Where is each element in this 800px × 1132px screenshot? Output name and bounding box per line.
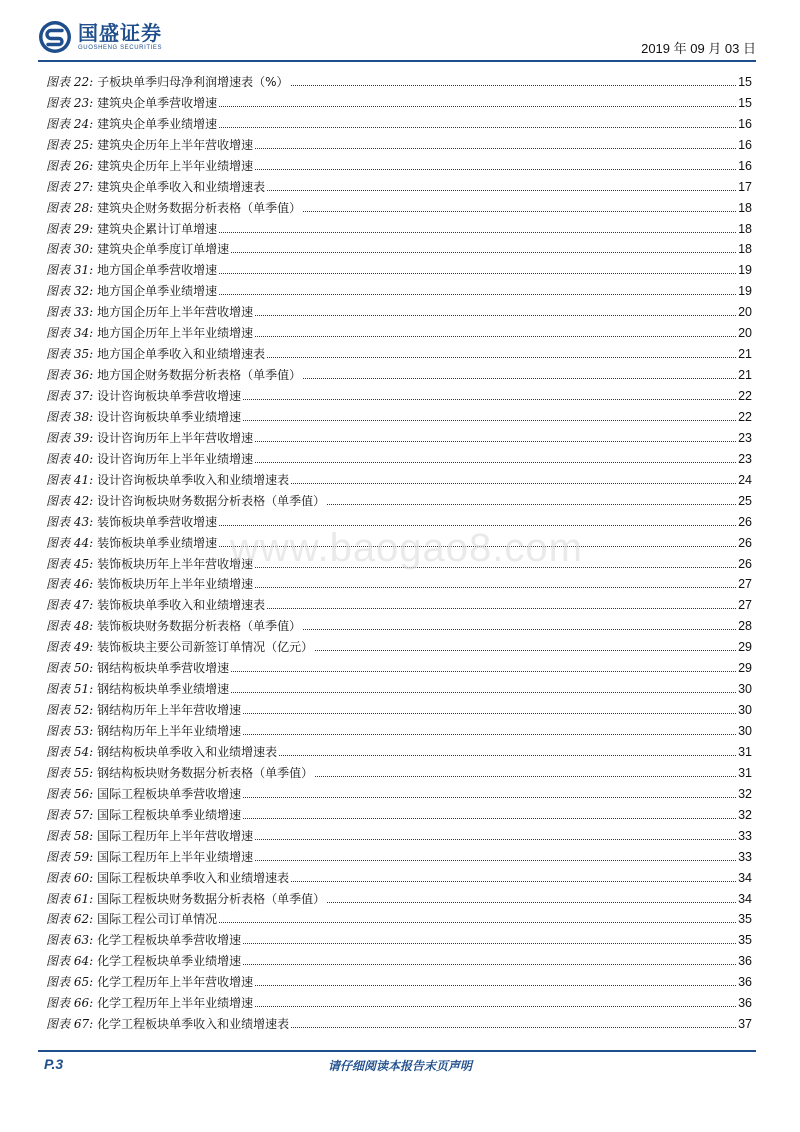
toc-entry-page: 17	[738, 179, 752, 194]
toc-entry-label: 图表 49:	[46, 640, 94, 655]
toc-entry[interactable]	[46, 675, 752, 696]
toc-entry-page: 28	[738, 619, 752, 634]
toc-entry-page: 26	[738, 535, 752, 550]
toc-entry[interactable]	[46, 571, 752, 592]
toc-leader-dots	[255, 462, 736, 463]
brand-name-cn: 国盛证券	[78, 21, 162, 45]
header-divider	[38, 60, 756, 62]
toc-entry-page: 35	[738, 933, 752, 948]
toc-leader-dots	[315, 650, 736, 651]
toc-leader-dots	[219, 127, 736, 128]
toc-entry-page: 23	[738, 451, 752, 466]
toc-entry-page: 18	[738, 200, 752, 215]
toc-entry-label: 图表 30:	[46, 242, 94, 257]
toc-entry-label: 图表 60:	[46, 870, 94, 885]
toc-entry-title: 建筑央企累计订单增速	[97, 221, 218, 236]
toc-entry-label: 图表 55:	[46, 765, 94, 780]
toc-entry-page: 23	[738, 430, 752, 445]
toc-entry-label: 图表 44:	[46, 535, 94, 550]
toc-entry-title: 子板块单季归母净利润增速表（%）	[97, 74, 289, 89]
toc-leader-dots	[219, 232, 736, 233]
watermark: www.baogao8.com	[230, 526, 583, 570]
toc-entry-page: 26	[738, 556, 752, 571]
toc-entry-page: 30	[738, 703, 752, 718]
toc-entry-page: 22	[738, 389, 752, 403]
toc-leader-dots	[219, 294, 736, 295]
toc-entry-label: 图表 26:	[46, 158, 94, 173]
toc-entry-page: 18	[738, 242, 752, 257]
toc-entry-page: 21	[738, 347, 752, 362]
toc-entry-page: 21	[738, 368, 752, 383]
toc-entry-label: 图表 51:	[46, 682, 94, 697]
toc-entry[interactable]	[46, 633, 752, 654]
toc-entry-page: 29	[738, 661, 752, 676]
toc-leader-dots	[243, 399, 736, 400]
toc-entry-title: 装饰板块单季营收增速	[97, 514, 218, 529]
toc-entry-title: 地方国企历年上半年营收增速	[97, 305, 254, 320]
toc-leader-dots	[303, 629, 736, 630]
toc-entry-label: 图表 23:	[46, 95, 94, 110]
toc-entry-label: 图表 24:	[46, 116, 94, 131]
toc-entry-label: 图表 48:	[46, 619, 94, 634]
toc-leader-dots	[291, 483, 736, 484]
toc-entry-title: 设计咨询板块单季收入和业绩增速表	[97, 472, 290, 487]
toc-entry[interactable]	[46, 759, 752, 780]
toc-leader-dots	[279, 755, 736, 756]
toc-entry-page: 33	[738, 828, 752, 843]
toc-entry-title: 设计咨询历年上半年营收增速	[97, 430, 254, 445]
toc-entry-page: 30	[738, 724, 752, 738]
toc-entry-title: 钢结构板块单季营收增速	[97, 661, 230, 676]
toc-leader-dots	[243, 818, 736, 819]
toc-entry-label: 图表 29:	[46, 221, 94, 236]
toc-entry[interactable]	[46, 361, 752, 382]
toc-leader-dots	[303, 378, 736, 379]
toc-entry-label: 图表 34:	[46, 326, 94, 341]
toc-entry-title: 装饰板块主要公司新签订单情况（亿元）	[97, 640, 314, 655]
toc-leader-dots	[255, 336, 736, 337]
toc-entry-page: 35	[738, 912, 752, 927]
toc-entry[interactable]	[46, 738, 752, 759]
toc-entry-page: 27	[738, 598, 752, 613]
toc-entry-page: 16	[738, 137, 752, 152]
toc-entry-page: 34	[738, 870, 752, 885]
toc-entry-title: 设计咨询板块单季营收增速	[97, 389, 242, 403]
toc-entry-page: 36	[738, 996, 752, 1011]
brand-name-en: GUOSHENG SECURITIES	[78, 45, 163, 51]
toc-entry-label: 图表 36:	[46, 368, 94, 383]
toc-entry-page: 18	[738, 221, 752, 236]
toc-entry[interactable]	[46, 1010, 752, 1031]
toc-entry[interactable]	[46, 445, 752, 466]
toc-entry-page: 25	[738, 493, 752, 508]
guosheng-logo-icon	[38, 20, 72, 54]
toc-entry-title: 钢结构历年上半年业绩增速	[97, 724, 242, 738]
toc-entry-title: 国际工程板块单季营收增速	[97, 786, 242, 801]
toc-leader-dots	[267, 357, 736, 358]
toc-entry-page: 32	[738, 786, 752, 801]
toc-entry-label: 图表 42:	[46, 493, 94, 508]
toc-entry[interactable]	[46, 487, 752, 508]
toc-entry-page: 36	[738, 954, 752, 969]
toc-entry-title: 地方国企单季收入和业绩增速表	[97, 347, 266, 362]
toc-leader-dots	[219, 922, 736, 923]
toc-entry-title: 国际工程历年上半年营收增速	[97, 828, 254, 843]
toc-entry-label: 图表 37:	[46, 389, 94, 403]
toc-entry[interactable]	[46, 968, 752, 989]
toc-entry[interactable]	[46, 696, 752, 717]
toc-entry-page: 15	[738, 95, 752, 110]
toc-entry-page: 16	[738, 158, 752, 173]
toc-entry[interactable]	[46, 424, 752, 445]
toc-leader-dots	[231, 692, 736, 693]
toc-entry[interactable]	[46, 906, 752, 927]
toc-entry-title: 装饰板块历年上半年业绩增速	[97, 577, 254, 592]
toc-entry[interactable]	[46, 466, 752, 487]
toc-entry[interactable]	[46, 926, 752, 947]
toc-entry-page: 24	[738, 472, 752, 487]
toc-leader-dots	[255, 441, 736, 442]
toc-entry-label: 图表 63:	[46, 933, 94, 948]
toc-entry-title: 建筑央企单季业绩增速	[97, 116, 218, 131]
brand-logo	[38, 20, 162, 54]
toc-entry-page: 19	[738, 263, 752, 278]
toc-entry-label: 图表 35:	[46, 347, 94, 362]
toc-entry-label: 图表 54:	[46, 744, 94, 759]
toc-leader-dots	[243, 713, 736, 714]
toc-entry-page: 26	[738, 514, 752, 529]
toc-entry[interactable]	[46, 591, 752, 612]
footer-divider	[38, 1050, 756, 1052]
toc-entry-label: 图表 66:	[46, 996, 94, 1011]
toc-entry-label: 图表 47:	[46, 598, 94, 613]
toc-entry-title: 建筑央企单季度订单增速	[97, 242, 230, 257]
toc-entry[interactable]	[46, 256, 752, 277]
toc-entry-label: 图表 33:	[46, 305, 94, 320]
toc-entry-page: 15	[738, 74, 752, 89]
toc-leader-dots	[243, 943, 736, 944]
toc-entry-title: 设计咨询板块单季业绩增速	[97, 409, 242, 424]
toc-entry-page: 22	[738, 409, 752, 424]
toc-entry-page: 19	[738, 284, 752, 299]
toc-leader-dots	[255, 985, 736, 986]
toc-leader-dots	[243, 734, 736, 735]
toc-entry-title: 化学工程历年上半年营收增速	[97, 975, 254, 990]
toc-entry-title: 国际工程历年上半年业绩增速	[97, 849, 254, 864]
toc-entry[interactable]	[46, 822, 752, 843]
toc-entry-page: 30	[738, 682, 752, 697]
toc-leader-dots	[303, 211, 736, 212]
footer-disclaimer: 请仔细阅读本报告末页声明	[327, 1059, 472, 1073]
toc-entry-title: 装饰板块单季业绩增速	[97, 535, 218, 550]
toc-entry[interactable]	[46, 947, 752, 968]
toc-leader-dots	[243, 964, 736, 965]
toc-entry-title: 设计咨询板块财务数据分析表格（单季值）	[97, 493, 326, 508]
toc-leader-dots	[327, 902, 736, 903]
toc-leader-dots	[243, 420, 736, 421]
report-date: 2019 年 09 月 03 日	[641, 41, 756, 56]
toc-entry-label: 图表 64:	[46, 954, 94, 969]
toc-entry[interactable]	[46, 319, 752, 340]
toc-entry-label: 图表 43:	[46, 514, 94, 529]
toc-leader-dots	[327, 504, 736, 505]
toc-entry-page: 34	[738, 891, 752, 906]
toc-entry-label: 图表 45:	[46, 556, 94, 571]
toc-entry-label: 图表 65:	[46, 975, 94, 990]
toc-entry-title: 钢结构板块财务数据分析表格（单季值）	[97, 765, 314, 780]
toc-entry-label: 图表 61:	[46, 891, 94, 906]
toc-entry-title: 国际工程公司订单情况	[97, 912, 218, 927]
toc-leader-dots	[255, 315, 736, 316]
toc-entry-label: 图表 46:	[46, 577, 94, 592]
toc-entry[interactable]	[46, 612, 752, 633]
toc-entry-title: 装饰板块历年上半年营收增速	[97, 556, 254, 571]
toc-leader-dots	[315, 776, 736, 777]
toc-entry-label: 图表 41:	[46, 472, 94, 487]
toc-entry-label: 图表 53:	[46, 724, 94, 738]
toc-entry-title: 地方国企单季营收增速	[97, 263, 218, 278]
toc-entry-title: 国际工程板块单季收入和业绩增速表	[97, 870, 290, 885]
toc-entry[interactable]	[46, 864, 752, 885]
toc-entry[interactable]	[46, 801, 752, 822]
toc-entry-title: 钢结构历年上半年营收增速	[97, 703, 242, 718]
toc-entry[interactable]	[46, 236, 752, 257]
toc-entry-label: 图表 58:	[46, 828, 94, 843]
toc-entry[interactable]	[46, 843, 752, 864]
toc-entry-page: 31	[738, 765, 752, 780]
toc-entry[interactable]	[46, 654, 752, 675]
toc-entry-title: 建筑央企财务数据分析表格（单季值）	[97, 200, 302, 215]
toc-leader-dots	[243, 797, 736, 798]
toc-leader-dots	[291, 881, 736, 882]
toc-entry-title: 建筑央企单季收入和业绩增速表	[97, 179, 266, 194]
toc-entry-title: 建筑央企历年上半年业绩增速	[97, 158, 254, 173]
toc-entry-label: 图表 32:	[46, 284, 94, 299]
toc-entry-title: 建筑央企单季营收增速	[97, 95, 218, 110]
toc-entry-label: 图表 56:	[46, 786, 94, 801]
toc-entry-title: 地方国企单季业绩增速	[97, 284, 218, 299]
toc-entry[interactable]	[46, 717, 752, 738]
toc-entry-page: 16	[738, 116, 752, 131]
toc-entry-label: 图表 59:	[46, 849, 94, 864]
toc-entry-label: 图表 52:	[46, 703, 94, 718]
toc-entry[interactable]	[46, 110, 752, 131]
toc-entry-label: 图表 62:	[46, 912, 94, 927]
toc-entry-page: 31	[738, 744, 752, 759]
toc-entry[interactable]	[46, 215, 752, 236]
toc-entry[interactable]	[46, 68, 752, 89]
toc-leader-dots	[219, 106, 736, 107]
toc-entry-label: 图表 50:	[46, 661, 94, 676]
toc-entry-title: 国际工程板块财务数据分析表格（单季值）	[97, 891, 326, 906]
toc-entry-title: 化学工程板块单季营收增速	[97, 933, 242, 948]
toc-entry-title: 装饰板块单季收入和业绩增速表	[97, 598, 266, 613]
toc-entry-title: 化学工程板块单季业绩增速	[97, 954, 242, 969]
toc-leader-dots	[255, 587, 736, 588]
toc-entry-title: 建筑央企历年上半年营收增速	[97, 137, 254, 152]
toc-leader-dots	[291, 85, 737, 86]
toc-entry-title: 装饰板块财务数据分析表格（单季值）	[97, 619, 302, 634]
toc-entry-label: 图表 57:	[46, 807, 94, 822]
toc-entry-label: 图表 31:	[46, 263, 94, 278]
toc-entry-label: 图表 39:	[46, 430, 94, 445]
toc-entry-title: 国际工程板块单季业绩增速	[97, 807, 242, 822]
toc-entry[interactable]	[46, 89, 752, 110]
toc-entry[interactable]	[46, 298, 752, 319]
toc-entry[interactable]	[46, 885, 752, 906]
toc-entry[interactable]	[46, 173, 752, 194]
toc-entry[interactable]	[46, 340, 752, 361]
toc-entry-label: 图表 28:	[46, 200, 94, 215]
toc-leader-dots	[267, 190, 736, 191]
toc-entry-page: 27	[738, 577, 752, 592]
page-number: P.3	[44, 1056, 64, 1072]
toc-entry-title: 化学工程板块单季收入和业绩增速表	[97, 1017, 290, 1032]
page-header	[38, 18, 756, 58]
toc-entry-label: 图表 38:	[46, 409, 94, 424]
toc-entry-title: 化学工程历年上半年业绩增速	[97, 996, 254, 1011]
toc-entry-page: 36	[738, 975, 752, 990]
toc-leader-dots	[255, 1006, 736, 1007]
toc-leader-dots	[291, 1027, 736, 1028]
toc-entry-title: 地方国企历年上半年业绩增速	[97, 326, 254, 341]
toc-entry[interactable]	[46, 152, 752, 173]
toc-entry[interactable]	[46, 194, 752, 215]
toc-entry-label: 图表 25:	[46, 137, 94, 152]
toc-entry[interactable]	[46, 780, 752, 801]
toc-entry[interactable]	[46, 131, 752, 152]
toc-entry-page: 20	[738, 326, 752, 341]
toc-entry[interactable]	[46, 403, 752, 424]
toc-entry-title: 设计咨询历年上半年业绩增速	[97, 451, 254, 466]
toc-leader-dots	[267, 608, 736, 609]
toc-entry-label: 图表 67:	[46, 1017, 94, 1032]
toc-leader-dots	[255, 148, 736, 149]
toc-entry-label: 图表 40:	[46, 451, 94, 466]
toc-entry-page: 37	[738, 1017, 752, 1032]
toc-entry-page: 32	[738, 807, 752, 822]
toc-entry-title: 钢结构板块单季业绩增速	[97, 682, 230, 697]
toc-entry-label: 图表 27:	[46, 179, 94, 194]
toc-entry[interactable]	[46, 989, 752, 1010]
toc-entry-title: 地方国企财务数据分析表格（单季值）	[97, 368, 302, 383]
toc-entry-title: 钢结构板块单季收入和业绩增速表	[97, 744, 278, 759]
toc-entry-page: 20	[738, 305, 752, 320]
toc-leader-dots	[255, 839, 736, 840]
toc-leader-dots	[231, 252, 736, 253]
toc-entry-label: 图表 22:	[46, 74, 94, 89]
toc-entry-page: 33	[738, 849, 752, 864]
toc-leader-dots	[255, 860, 736, 861]
toc-entry[interactable]	[46, 277, 752, 298]
toc-leader-dots	[219, 273, 736, 274]
toc-leader-dots	[255, 169, 736, 170]
toc-leader-dots	[231, 671, 736, 672]
toc-entry-page: 29	[738, 640, 752, 655]
toc-entry[interactable]	[46, 382, 752, 403]
